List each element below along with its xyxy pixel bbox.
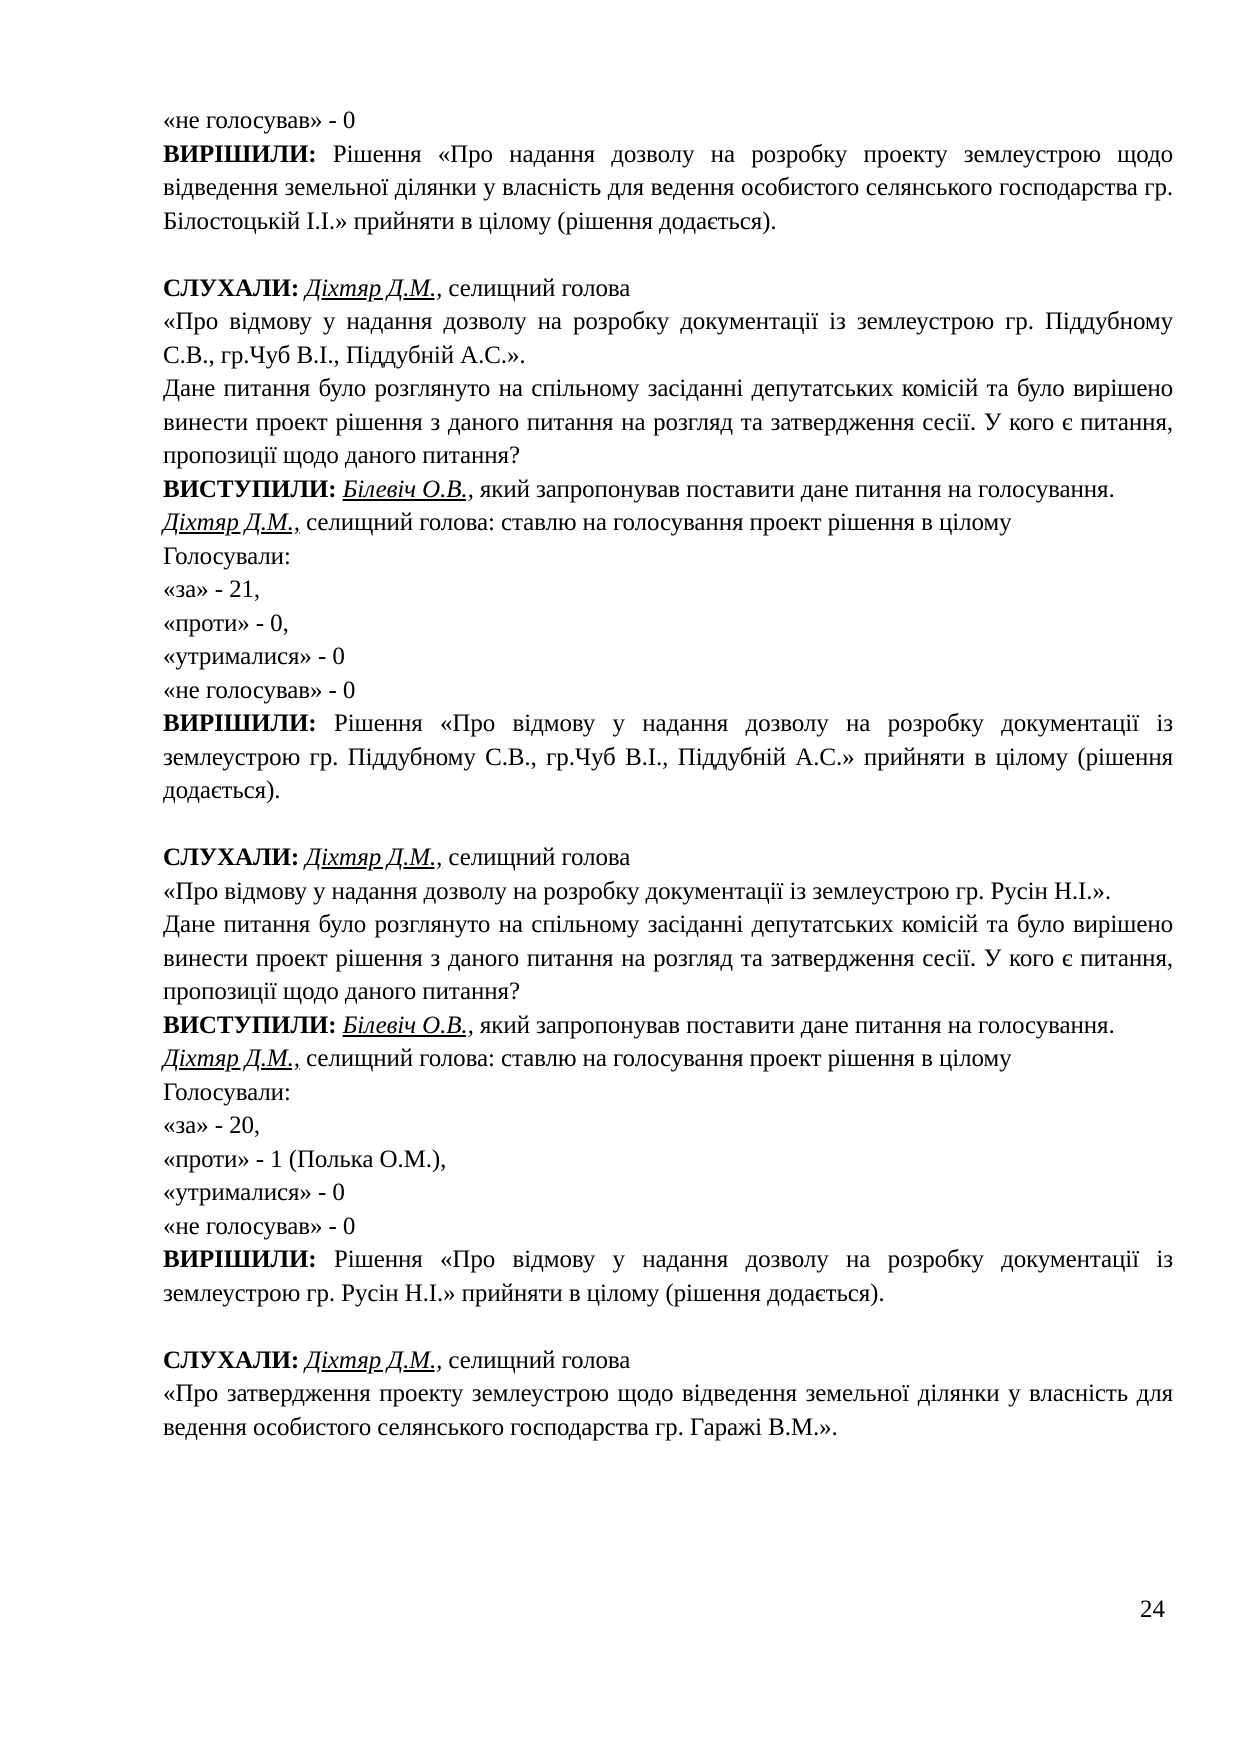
spacer	[163, 808, 1173, 842]
spoke-keyword: ВИСТУПИЛИ:	[163, 1011, 337, 1039]
page-number: 24	[1140, 1596, 1165, 1623]
item2-head-vote	[163, 1042, 1173, 1076]
vote-abstained: «утрималися» - 0	[163, 643, 345, 670]
decision-text: Рішення «Про надання дозволу на розробку проекту землеустрою щодо відведення земельної ділянки у власність для ведення особистого селянського господарства гр. Білостоцькій І.І.» прийняти в цілому (рішення додається).	[163, 140, 1173, 235]
decided-keyword: ВИРІШИЛИ:	[163, 1246, 317, 1273]
votes-label: Голосували:	[163, 542, 291, 570]
speaker-text: який запропонував поставити дане питання на голосування.	[473, 1011, 1115, 1039]
vote-not-voted: «не голосував» - 0	[163, 676, 356, 704]
vote-against: «проти» - 0,	[163, 609, 289, 637]
vote-abstained: «утрималися» - 0	[163, 1179, 345, 1206]
speaker-role: селищний голова	[442, 844, 631, 871]
speaker-name: Діхтяр Д.М.,	[305, 274, 443, 302]
document-page	[163, 104, 1173, 1444]
head-vote-text: селищний голова: ставлю на голосування проект рішення в цілому	[299, 1045, 1012, 1072]
spacer	[163, 238, 1173, 272]
decision-text: Рішення «Про відмову у надання дозволу на розробку документації із землеустрою гр. Русін Н.І.» прийняти в цілому (рішення додається).	[163, 1246, 1173, 1307]
votes-label: Голосували:	[163, 1078, 291, 1106]
speaker-name: Діхтяр Д.М.,	[163, 1045, 300, 1072]
speaker-name: Білевіч О.В.,	[342, 1011, 474, 1039]
spacer	[163, 1310, 1173, 1344]
vote-against: «проти» - 1 (Полька О.М.),	[163, 1145, 447, 1173]
heard-keyword: СЛУХАЛИ:	[163, 274, 300, 302]
item2-discussion: Дане питання було розглянуто на спільному засіданні депутатських комісій та було вирішено винести проект рішення з даного питання на розгляд та затвердження сесії. У кого є питання, пропозиції щодо даного питання?	[163, 911, 1173, 1005]
item1-spoke	[163, 473, 1173, 507]
speaker-name: Діхтяр Д.М.,	[305, 1346, 443, 1374]
decision-text: Рішення «Про відмову у надання дозволу на розробку документації із землеустрою гр. Піддубному С.В., гр.Чуб В.І., Піддубній А.С.» прийняти в цілому (рішення додається).	[163, 710, 1173, 804]
speaker-role: селищний голова	[442, 274, 631, 302]
speaker-name: Діхтяр Д.М.,	[305, 844, 443, 871]
item1-decision	[163, 707, 1173, 808]
vote-for: «за» - 21,	[163, 576, 261, 603]
decided-keyword: ВИРІШИЛИ:	[163, 710, 317, 737]
top-vote-not-voted: «не голосував» - 0	[163, 107, 356, 134]
item2-decision	[163, 1243, 1173, 1310]
head-vote-text: селищний голова: ставлю на голосування проект рішення в цілому	[299, 509, 1012, 536]
item1-discussion: Дане питання було розглянуто на спільному засіданні депутатських комісій та було вирішено винести проект рішення з даного питання на розгляд та затвердження сесії. У кого є питання, пропозиції щодо даного питання?	[163, 375, 1173, 469]
vote-for: «за» - 20,	[163, 1112, 261, 1139]
item3-heard	[163, 1344, 1173, 1378]
vote-not-voted: «не голосував» - 0	[163, 1212, 356, 1240]
speaker-name: Діхтяр Д.М.,	[163, 509, 300, 536]
heard-keyword: СЛУХАЛИ:	[163, 844, 300, 871]
heard-keyword: СЛУХАЛИ:	[163, 1346, 300, 1374]
speaker-role: селищний голова	[442, 1346, 631, 1374]
top-decision	[163, 138, 1173, 239]
speaker-text: який запропонував поставити дане питання на голосування.	[473, 475, 1115, 503]
decided-keyword: ВИРІШИЛИ:	[163, 140, 317, 168]
item3-title: «Про затвердження проекту землеустрою щодо відведення земельної ділянки у власність для ведення особистого селянського господарства гр. Гаражі В.М.».	[163, 1380, 1173, 1441]
item1-head-vote	[163, 506, 1173, 540]
item1-heard	[163, 272, 1173, 306]
item2-spoke	[163, 1009, 1173, 1043]
speaker-name: Білевіч О.В.,	[342, 475, 474, 503]
item2-heard	[163, 841, 1173, 875]
spoke-keyword: ВИСТУПИЛИ:	[163, 475, 337, 503]
item2-title: «Про відмову у надання дозволу на розробку документації із землеустрою гр. Русін Н.І.».	[163, 877, 1111, 905]
item1-title: «Про відмову у надання дозволу на розробку документації із землеустрою гр. Піддубному С.В., гр.Чуб В.І., Піддубній А.С.».	[163, 308, 1173, 369]
